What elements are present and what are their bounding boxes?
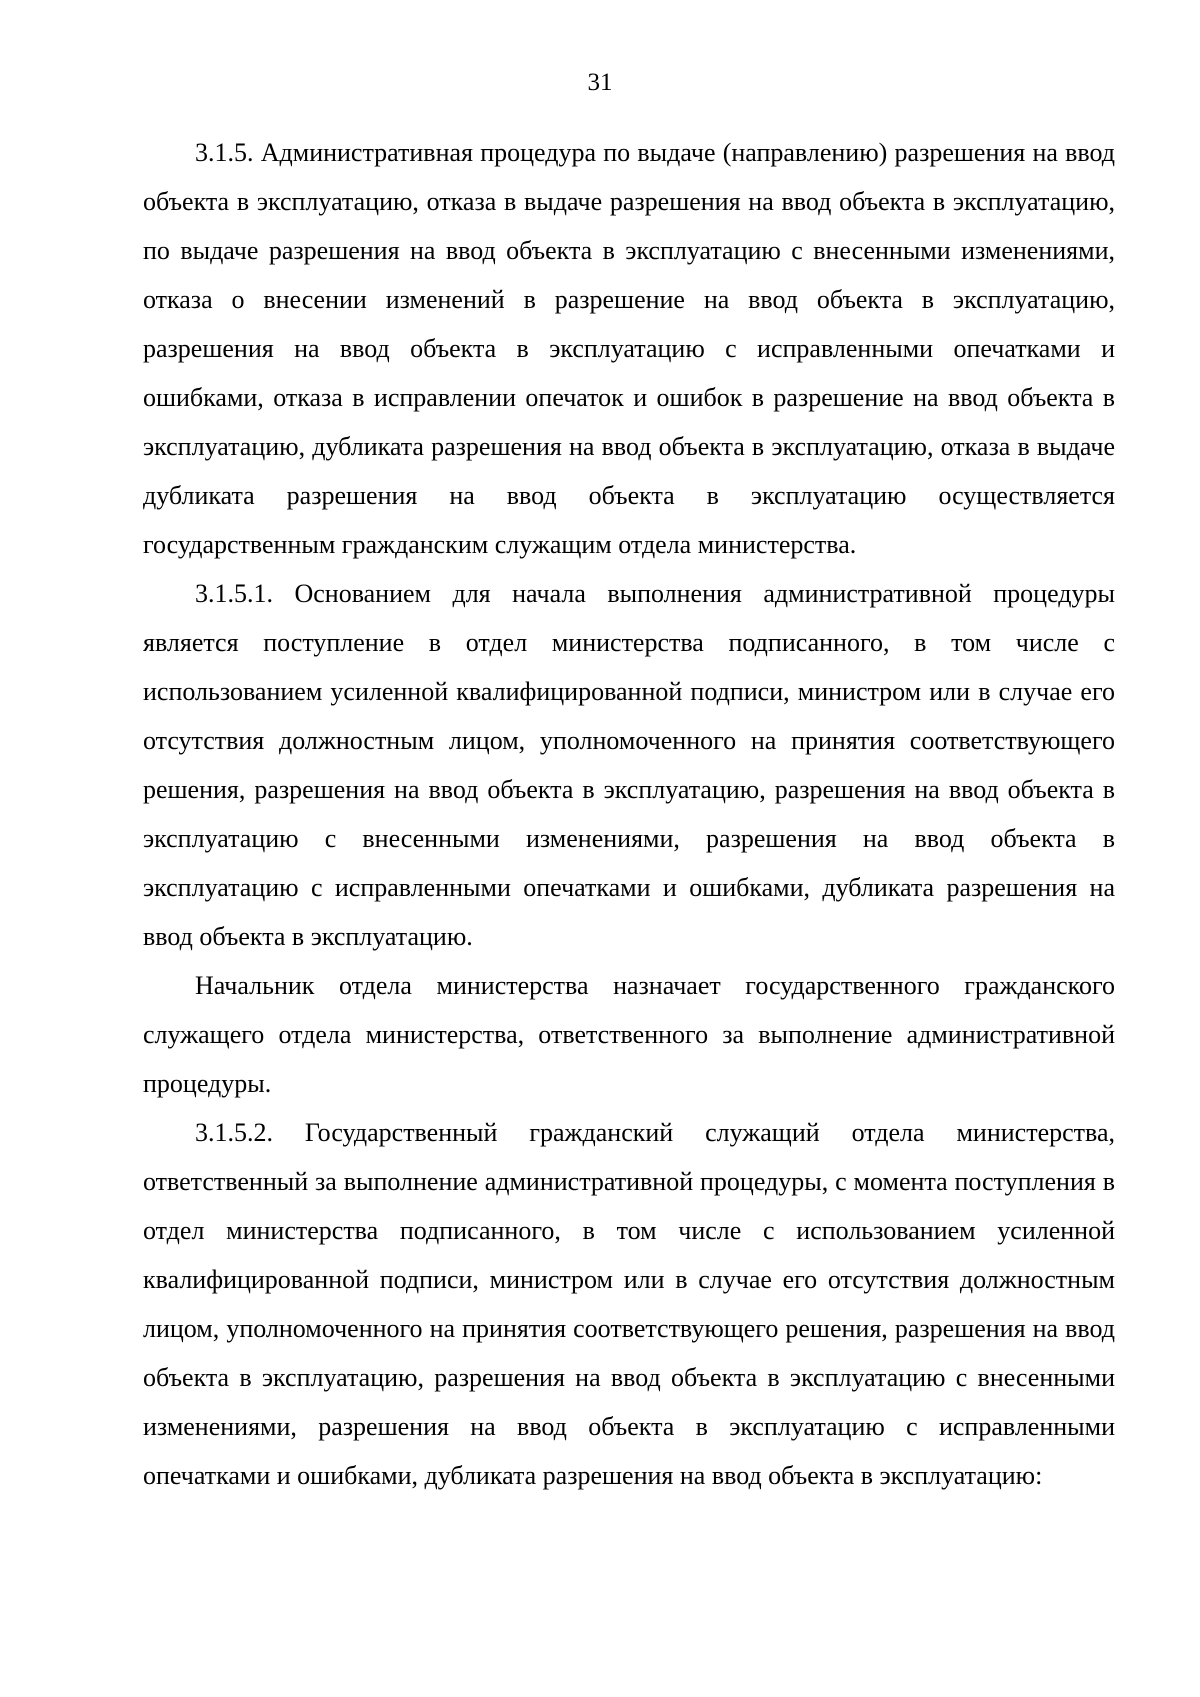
paragraph-3-1-5-2: 3.1.5.2. Государственный гражданский служащий отдела министерства, ответственный за выполнение административной процедуры, с момента поступления в отдел министерства подписанного, в том числе с использованием усиленной квалифицированной подписи, министром или в случае его отсутствия должностным лицом, уполномоченного на принятия соответствующего решения, разрешения на ввод объекта в эксплуатацию, разрешения на ввод объекта в эксплуатацию с внесенными изменениями, разрешения на ввод объекта в эксплуатацию с исправленными опечатками и ошибками, дубликата разрешения на ввод объекта в эксплуатацию: — [143, 1118, 1115, 1490]
paragraph-3-1-5: 3.1.5. Административная процедура по выдаче (направлению) разрешения на ввод объекта в эксплуатацию, отказа в выдаче разрешения на ввод объекта в эксплуатацию, по выдаче разрешения на ввод объекта в эксплуатацию с внесенными изменениями, отказа о внесении изменений в разрешение на ввод объекта в эксплуатацию, разрешения на ввод объекта в эксплуатацию с исправленными опечатками и ошибками, отказа в исправлении опечаток и ошибок в разрешение на ввод объекта в эксплуатацию, дубликата разрешения на ввод объекта в эксплуатацию, отказа в выдаче дубликата разрешения на ввод объекта в эксплуатацию осуществляется государственным гражданским служащим отдела министерства. — [143, 138, 1115, 559]
paragraph-3-1-5-1: 3.1.5.1. Основанием для начала выполнения административной процедуры является поступление в отдел министерства подписанного, в том числе с использованием усиленной квалифицированной подписи, министром или в случае его отсутствия должностным лицом, уполномоченного на принятия соответствующего решения, разрешения на ввод объекта в эксплуатацию, разрешения на ввод объекта в эксплуатацию с внесенными изменениями, разрешения на ввод объекта в эксплуатацию с исправленными опечатками и ошибками, дубликата разрешения на ввод объекта в эксплуатацию. — [143, 579, 1115, 951]
document-body — [143, 128, 1115, 1500]
page-number: 31 — [587, 69, 613, 96]
paragraph-head-of-department: Начальник отдела министерства назначает государственного гражданского служащего отдела министерства, ответственного за выполнение административной процедуры. — [143, 971, 1115, 1098]
